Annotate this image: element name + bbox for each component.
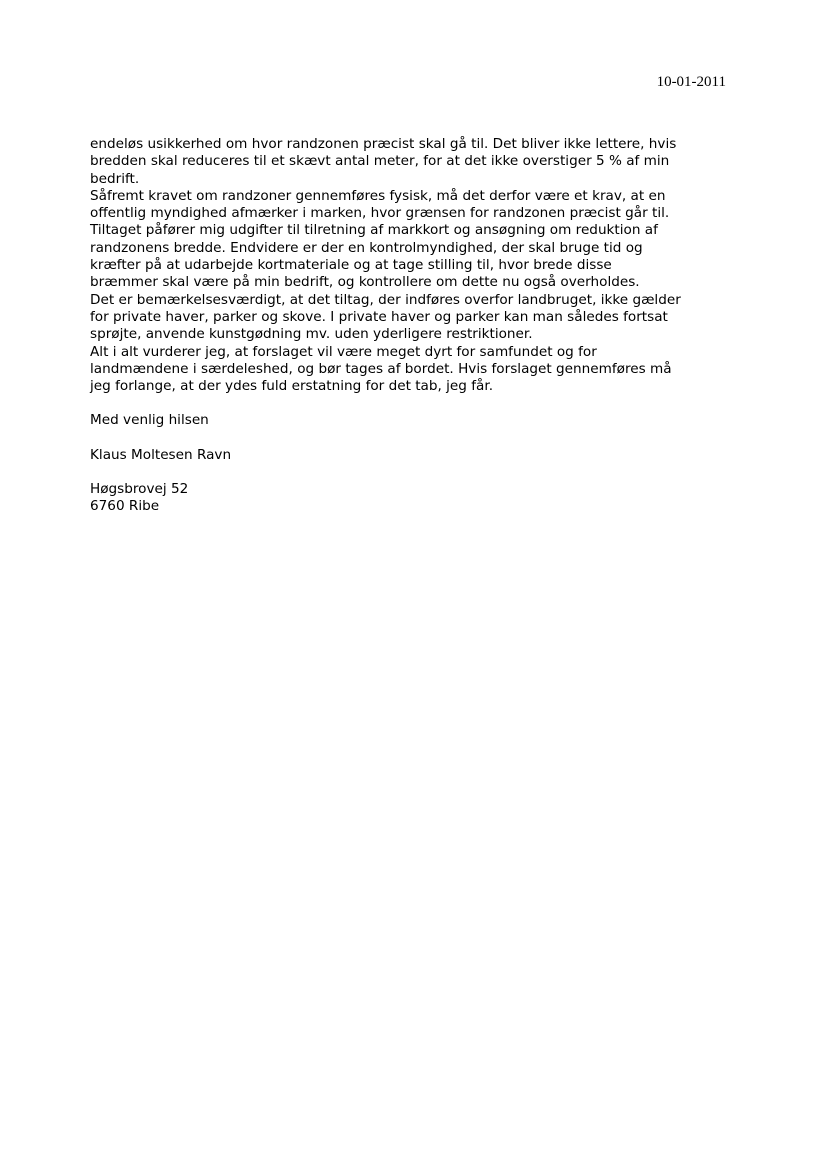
body-line: jeg forlange, at der ydes fuld erstatning for det tab, jeg får. (90, 378, 494, 395)
body-line: endeløs usikkerhed om hvor randzonen præcist skal gå til. Det bliver ikke lettere, hvis (90, 136, 677, 152)
body-line: Såfremt kravet om randzoner gennemføres fysisk, må det derfor være et krav, at en (90, 187, 666, 204)
spacer (90, 395, 740, 412)
body-line: bredden skal reduceres til et skævt antal meter, for at det ikke overstiger 5 % af min (90, 153, 670, 170)
signature-name: Klaus Moltesen Ravn (90, 446, 232, 463)
salutation: Med venlig hilsen (90, 412, 209, 429)
body-line: randzonens bredde. Endvidere er der en kontrolmyndighed, der skal bruge tid og (90, 239, 643, 256)
spacer (90, 430, 740, 447)
body-line: Det er bemærkelsesværdigt, at det tiltag, der indføres overfor landbruget, ikke gælder (90, 291, 681, 308)
letter-body (90, 136, 740, 516)
address-street: Høgsbrovej 52 (90, 481, 189, 498)
body-line: offentlig myndighed afmærker i marken, hvor grænsen for randzonen præcist går til. (90, 205, 670, 222)
body-line: for private haver, parker og skove. I private haver og parker kan man således fortsat (90, 308, 668, 325)
body-line: Alt i alt vurderer jeg, at forslaget vil være meget dyrt for samfundet og for (90, 343, 597, 360)
spacer (90, 464, 740, 481)
letter-date: 10-01-2011 (656, 74, 726, 90)
body-paragraphs (90, 136, 740, 395)
address-block (90, 481, 740, 516)
body-line: Tiltaget påfører mig udgifter til tilretning af markkort og ansøgning om reduktion af (90, 222, 658, 239)
body-line: bræmmer skal være på min bedrift, og kontrollere om dette nu også overholdes. (90, 274, 640, 291)
body-line: landmændene i særdeleshed, og bør tages af bordet. Hvis forslaget gennemføres må (90, 360, 672, 377)
body-line: sprøjte, anvende kunstgødning mv. uden yderligere restriktioner. (90, 326, 533, 343)
body-line: bedrift. (90, 170, 140, 187)
address-city: 6760 Ribe (90, 498, 160, 515)
body-line: kræfter på at udarbejde kortmateriale og at tage stilling til, hvor brede disse (90, 257, 612, 274)
